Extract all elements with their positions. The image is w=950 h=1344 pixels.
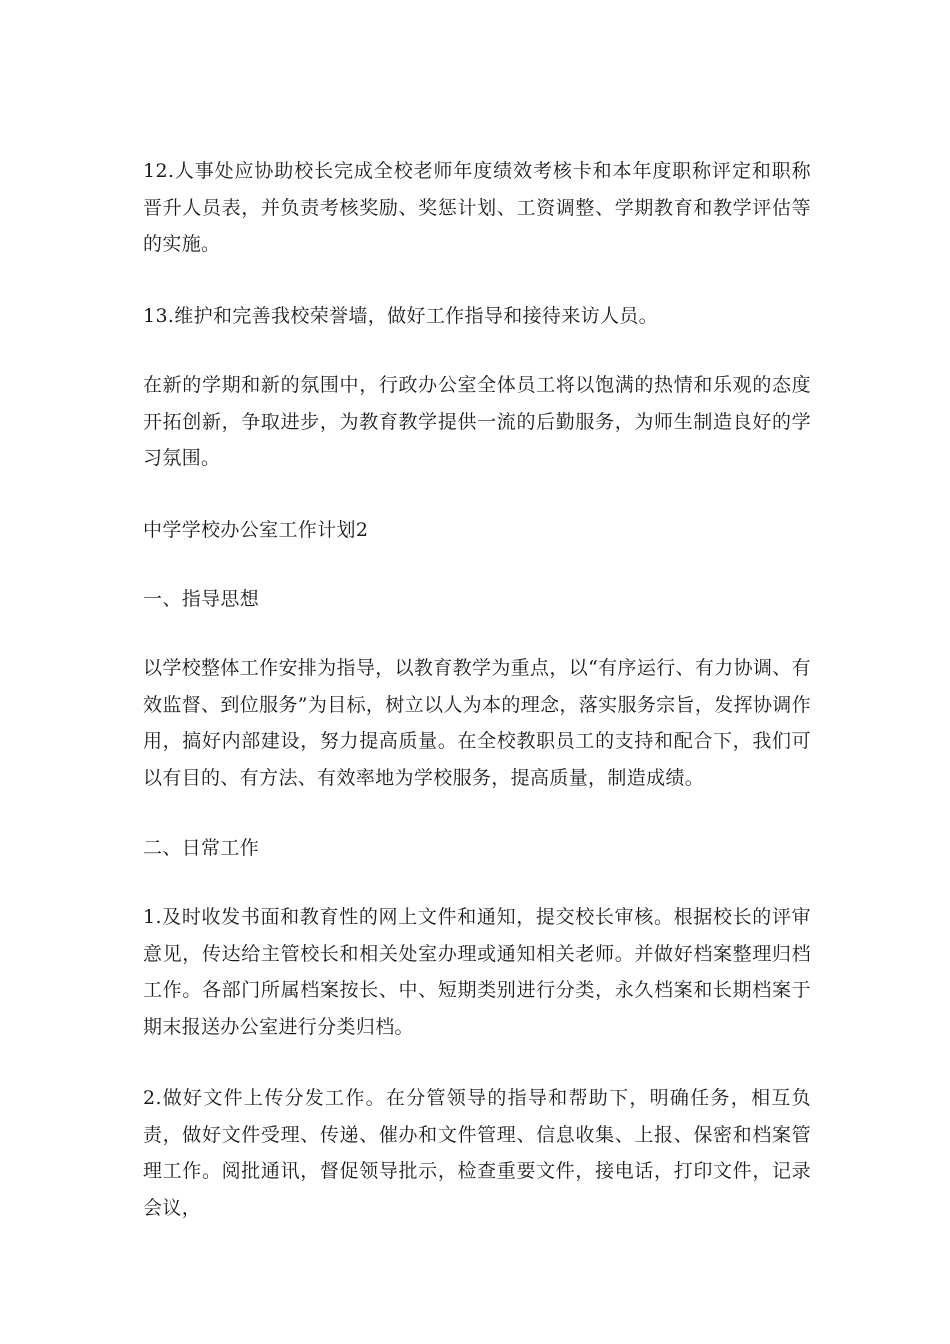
paragraph-daily-work-1: 1.及时收发书面和教育性的网上文件和通知，提交校长审核。根据校长的评审意见，传达给主管校长和相关处室办理或通知相关老师。并做好档案整理归档工作。各部门所属档案按长、中、短期类别进行分类，永久档案和长期档案于期末报送办公室进行分类归档。 bbox=[143, 906, 811, 1038]
paragraph-item-13: 13.维护和完善我校荣誉墙，做好工作指导和接待来访人员。 bbox=[143, 305, 659, 327]
paragraph-closing: 在新的学期和新的氛围中，行政办公室全体员工将以饱满的热情和乐观的态度开拓创新，争取进步，为教育教学提供一流的后勤服务，为师生制造良好的学习氛围。 bbox=[143, 374, 811, 469]
heading-daily-work: 二、日常工作 bbox=[143, 837, 260, 859]
section-title: 中学学校办公室工作计划2 bbox=[143, 519, 369, 541]
paragraph-guiding-ideology: 以学校整体工作安排为指导，以教育教学为重点，以“有序运行、有力协调、有效监督、到位服务”为目标，树立以人为本的理念，落实服务宗旨，发挥协调作用，搞好内部建设，努力提高质量。在全校教职员工的支持和配合下，我们可以有目的、有方法、有效率地为学校服务，提高质量，制造成绩。 bbox=[143, 657, 811, 789]
paragraph-item-12: 12.人事处应协助校长完成全校老师年度绩效考核卡和本年度职称评定和职称晋升人员表，并负责考核奖励、奖惩计划、工资调整、学期教育和教学评估等的实施。 bbox=[143, 160, 811, 255]
paragraph-daily-work-2: 2.做好文件上传分发工作。在分管领导的指导和帮助下，明确任务，相互负责，做好文件受理、传递、催办和文件管理、信息收集、上报、保密和档案管理工作。阅批通讯，督促领导批示，检查重要文件，接电话，打印文件，记录会议， bbox=[143, 1087, 811, 1219]
heading-guiding-ideology: 一、指导思想 bbox=[143, 588, 260, 610]
